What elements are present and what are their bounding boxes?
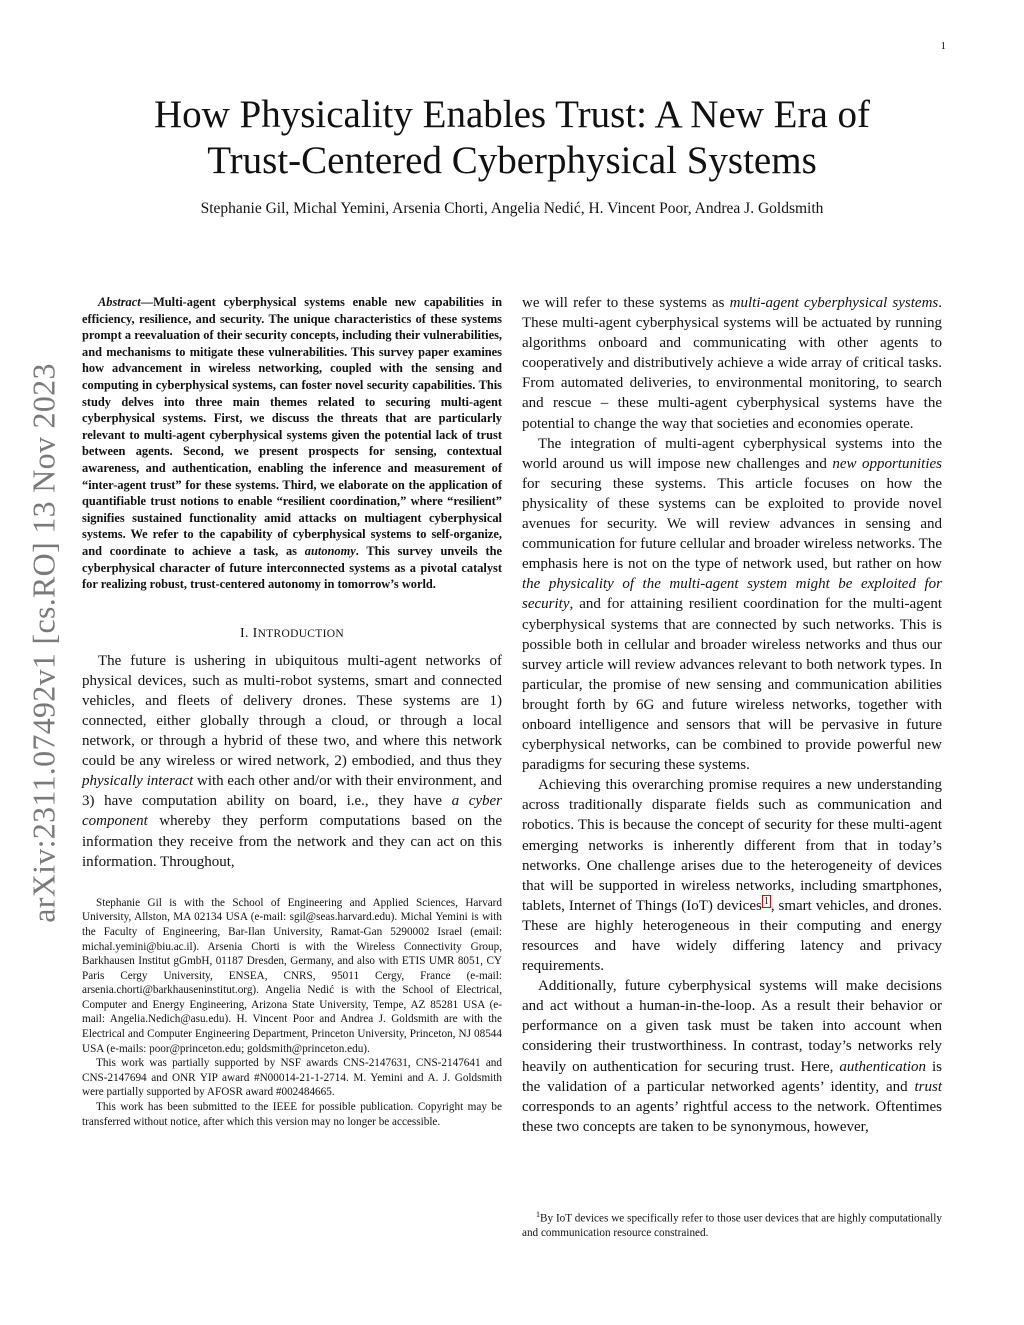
left-column <box>82 294 502 1129</box>
right-paragraph-4 <box>522 976 942 1137</box>
footnote-1-link[interactable]: 1 <box>763 895 769 907</box>
paper-title <box>80 92 944 184</box>
right-paragraph-1 <box>522 293 942 434</box>
abstract-autonomy-term: autonomy <box>304 543 356 558</box>
right-p1-text: we will refer to these systems as <box>522 295 730 311</box>
section-number: I. <box>240 625 253 641</box>
intro-p1-emphasis-1: physically interact <box>82 773 194 790</box>
intro-p1-text-b: with each other and/or with their environment, and 3) have computation ability on board, i.e., they have <box>82 773 502 810</box>
intro-p1-emphasis-2: a cyber component <box>82 793 502 830</box>
abstract-text-end: . This survey unveils the cyberphysical character of future interconnected systems as a pivotal catalyst for realizing robust, trust-centered autonomy in tomorrow’s world. <box>82 543 502 592</box>
footnote-1 <box>522 1208 942 1241</box>
section-heading-introduction <box>82 626 502 642</box>
arxiv-identifier-stamp <box>22 348 66 938</box>
abstract-text: —Multi-agent cyberphysical systems enable new capabilities in efficiency, resilience, and security. The unique characteristics of these systems prompt a reevaluation of their security concepts, including their vulnerabilities, and mechanisms to mitigate these vulnerabilities. This survey paper examines how advancement in wireless networking, coupled with the sensing and computing in cyberphysical systems, can foster novel security capabilities. This study delves into three main themes related to securing multi-agent cyberphysical systems. First, we discuss the threats that are particularly relevant to multi-agent cyberphysical systems given the potential lack of trust between agents. Second, we present prospects for sensing, contextual awareness, and authentication, enabling the inference and measurement of “inter-agent trust” for these systems. Third, we elaborate on the application of quantifiable trust notions to enable “resilient coordination,” where “resilient” signifies sustained functionality amid attacks on multiagent cyberphysical systems. We refer to the capability of cyberphysical systems to self-organize, and coordinate to achieve a task, as <box>82 295 502 558</box>
submission-footnote: This work has been submitted to the IEEE for possible publication. Copyright may be transferred without notice, after which this version may no longer be accessible. <box>82 1101 502 1128</box>
intro-p1-text: The future is ushering in ubiquitous multi-agent networks of physical devices, such as multi-robot systems, smart and connected vehicles, and fleets of delivery drones. These systems are 1) connected, either globally through a cloud, or through a local network, or through a hybrid of these two, and where this network could be any wireless or wired network, 2) embodied, and thus they <box>82 652 502 770</box>
intro-paragraph-1 <box>82 651 502 872</box>
footnote-1-mark: 1 <box>536 1210 540 1219</box>
title-line-1: How Physicality Enables Trust: A New Era of <box>153 93 871 136</box>
intro-p1-text-c: whereby they perform computations based on the information they receive from the network and they can act on this information. Throughout, <box>82 813 502 870</box>
right-p4-emphasis-2: trust <box>914 1078 942 1095</box>
right-p2-text-b: for securing these systems. This article focuses on how the physicality of these systems can be exploited to provide novel avenues for security. We will review advances in sensing and communication for future cellular and broader wireless networks. The emphasis here is not on the type of network used, but rather on how <box>522 475 942 573</box>
section-first-letter: I <box>252 625 258 641</box>
right-paragraph-2 <box>522 434 942 776</box>
right-paragraph-3 <box>522 775 942 976</box>
abstract-label: Abstract <box>98 295 141 309</box>
arxiv-identifier-text: arXiv:2311.07492v1 [cs.RO] 13 Nov 2023 <box>25 363 62 923</box>
right-p3-text: Achieving this overarching promise requires a new understanding across traditionally disparate fields such as communication and robotics. This is because the concept of security for these multi-agent emerging networks is inherently different from that in today’s networks. One challenge arises due to the heterogeneity of devices that will be supported in wireless networks, including smartphones, tablets, Internet of Things (IoT) devices <box>522 777 942 914</box>
right-column <box>522 293 942 1137</box>
page-number: 1 <box>940 40 946 52</box>
right-p4-text-b: is the validation of a particular networked agents’ identity, and <box>522 1058 942 1095</box>
left-footnotes <box>82 896 502 1130</box>
affiliation-footnote: Stephanie Gil is with the School of Engineering and Applied Sciences, Harvard University, Allston, MA 02134 USA (e-mail: sgil@seas.harvard.edu). Michal Yemini is with the Faculty of Engineering, Bar-Ilan University, Ramat-Gan 5290002 Israel (email: michal.yemini@biu.ac.il). Arsenia Chorti is with the Wireless Connectivity Group, Barkhausen Institut gGmbH, 01187 Dresden, Germany, and also with ETIS UMR 8051, CY Paris Cergy University, ENSEA, CNRS, 95011 Cergy, France (e-mail: arsenia.chorti@barkhauseninstitut.org). Angelia Nedić is with the School of Electrical, Computer and Energy Engineering, Arizona State University, Tempe, AZ 85281 USA (e-mail: Angelia.Nedich@asu.edu). H. Vincent Poor and Andrea J. Goldsmith are with the Electrical and Computer Engineering Department, Princeton University, Princeton, NJ 08544 USA (e-mails: poor@princeton.edu; goldsmith@princeton.edu). <box>82 896 502 1055</box>
right-p2-text-c: , and for attaining resilient coordination for the multi-agent cyberphysical systems that are connected by such networks. This is possible both in cellular and broader wireless networks and thus our survey article will review advances relevant to both network types. In particular, the promise of new sensing and communication abilities brought forth by 6G and future wireless networks, together with onboard intelligence and sensors that will be pervasive in future cyberphysical networks, can be combined to provide powerful new paradigms for securing these systems. <box>522 596 942 774</box>
section-title-rest: NTRODUCTION <box>257 627 344 640</box>
right-p1-emphasis: multi-agent cyberphysical systems <box>729 295 939 311</box>
footnote-1-text: By IoT devices we specifically refer to those user devices that are highly computationally and communication resource constrained. <box>522 1212 942 1240</box>
abstract <box>82 294 502 593</box>
right-p4-text-c: corresponds to an agents’ rightful access to the network. Oftentimes these two concepts are taken to be synonymous, however, <box>522 1098 942 1135</box>
right-p2-emphasis-2: the physicality of the multi-agent system might be exploited for security <box>522 576 942 613</box>
funding-footnote: This work was partially supported by NSF awards CNS-2147631, CNS-2147641 and CNS-2147694 and ONR YIP award #N00014-21-1-2714. M. Yemini and A. J. Goldsmith were partially supported by AFOSR award #002484665. <box>82 1057 502 1099</box>
title-line-2: Trust-Centered Cyberphysical Systems <box>207 139 817 182</box>
right-p2-emphasis-1: new opportunities <box>832 455 942 472</box>
right-p2-text: The integration of multi-agent cyberphysical systems into the world around us will impose new challenges and <box>522 435 942 472</box>
right-p3-text-b: , smart vehicles, and drones. These are highly heterogeneous in their computing and energy resources and have widely differing latency and privacy requirements. <box>522 897 942 975</box>
right-p4-emphasis-1: authentication <box>839 1058 927 1075</box>
right-p4-text: Additionally, future cyberphysical systems will make decisions and act without a human-in-the-loop. As a result their behavior or performance on a given task must be taken into account when considering their trustworthiness. In contrast, today’s networks rely heavily on authentication for securing trust. Here, <box>522 978 942 1075</box>
author-list: Stephanie Gil, Michal Yemini, Arsenia Chorti, Angelia Nedić, H. Vincent Poor, Andrea J. Goldsmith <box>200 200 824 217</box>
right-footnote-area <box>522 1208 942 1241</box>
right-p1-text-b: . These multi-agent cyberphysical systems will be actuated by running algorithms onboard and communicating with other agents to cooperatively and distributively achieve a wide array of critical tasks. From automated deliveries, to environmental monitoring, to search and rescue – these multi-agent cyberphysical systems have the potential to change the way that societies and economies operate. <box>522 295 943 432</box>
